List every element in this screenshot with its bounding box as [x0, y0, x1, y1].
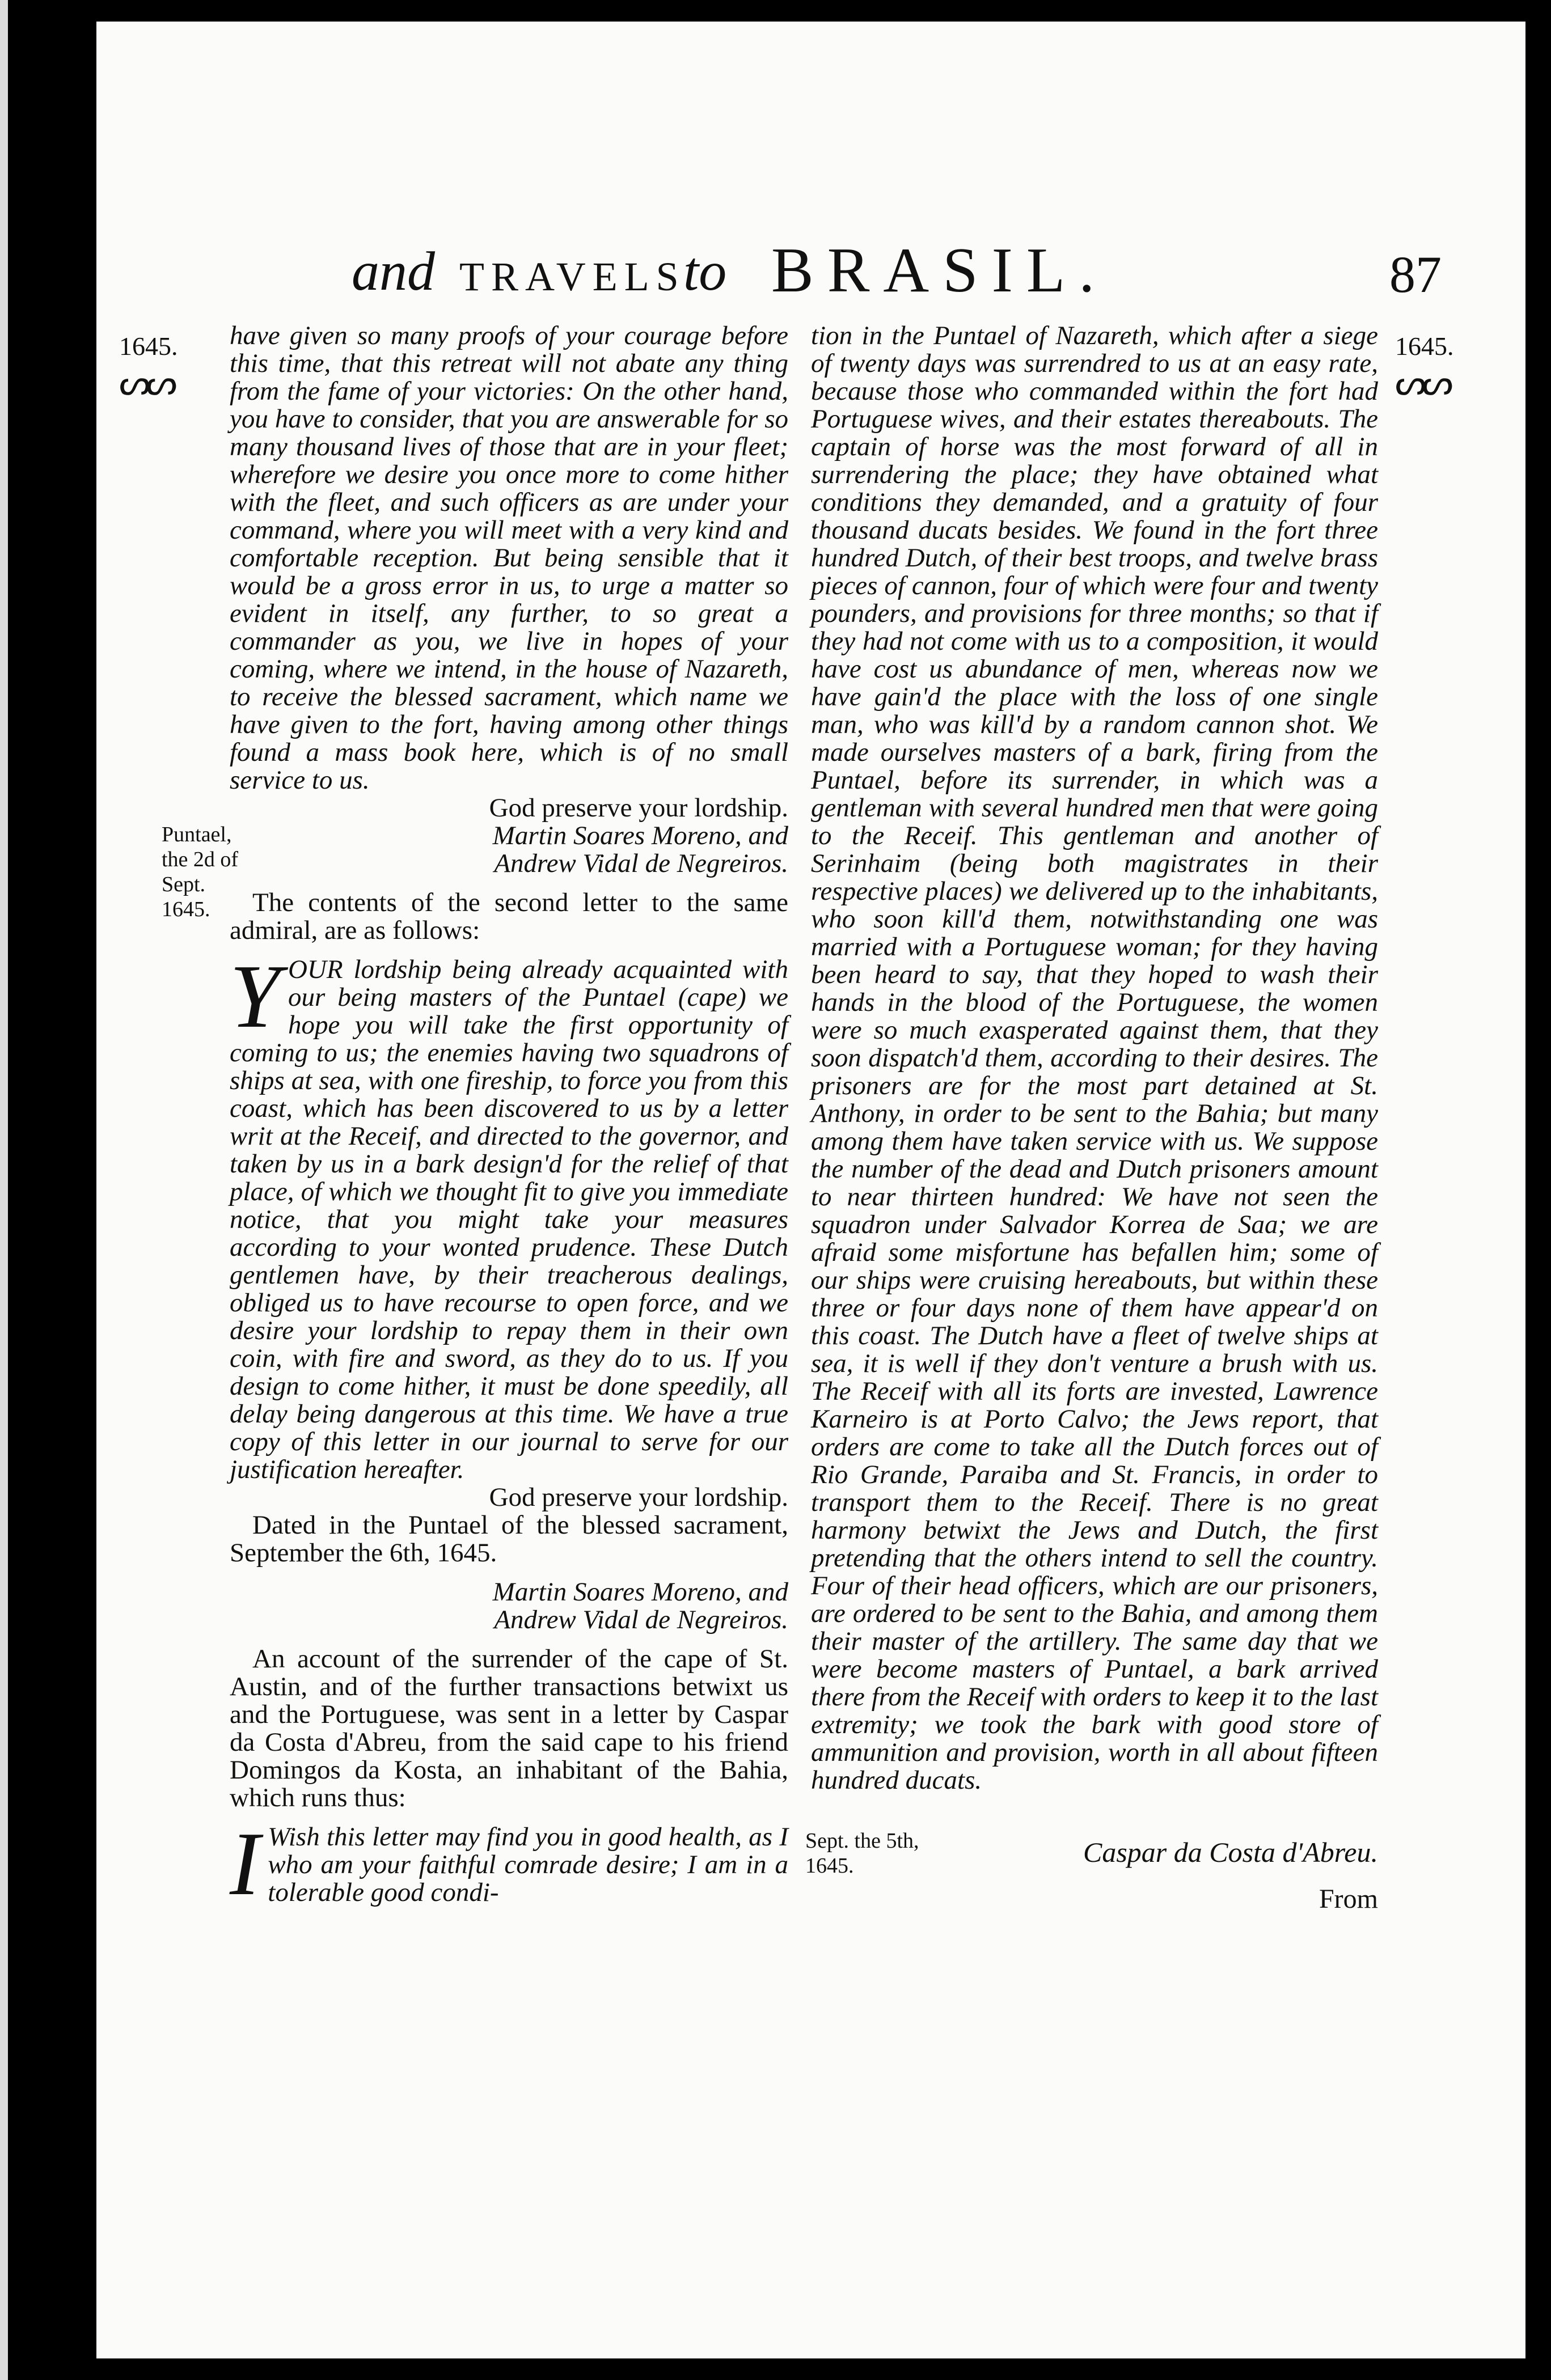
header-brasil: BRASIL. [771, 235, 1109, 306]
running-header [96, 228, 1525, 308]
letter2-dropcap: Y [230, 946, 280, 1047]
right-column [805, 321, 1378, 1914]
letter2-close: God preserve your lordship. [489, 1483, 788, 1512]
letter1-signer1: Martin Soares Moreno, and [492, 821, 788, 850]
letter3-continuation: tion in the Puntael of Nazareth, which after a siege of twenty days was surrendred to us at an easy rate, because those who commanded within the fort had Portuguese wives, and their estates thereabouts. The captain of horse was the most forward of all in surrendering the place; they have obtained what conditions they demanded, and a gratuity of four thousand ducats besides. We found in the fort three hundred Dutch, of their best troops, and twelve brass pieces of cannon, four of which were four and twenty pounders, and provisions for three months; so that if they had not come with us to a composition, it would have cost us abundance of men, whereas now we have gain'd the place with the loss of one single man, who was kill'd by a random cannon shot. We made ourselves masters of a bark, firing from the Puntael, before its surrender, in which was a gentleman with several hundred men that were going to the Receif. This gentleman and another of Serinhaim (being both magistrates in their respective places) we delivered up to the inhabitants, who soon kill'd them, notwithstanding one was married with a Portuguese woman; for they having been heard to say, that they hoped to wash their hands in the blood of the Portuguese, the women were so much exasperated against them, that they soon dispatch'd them, according to their desires. The prisoners are for the most part detained at St. Anthony, in order to be sent to the Bahia; but many among them have taken service with us. We suppose the number of the dead and Dutch prisoners amount to near thirteen hundred: We have not seen the squadron under Salvador Korrea de Saa; we are afraid some misfortune has befallen him; some of our ships were cruising hereabouts, but within these three or four days none of them have appear'd on this coast. The Dutch have a fleet of twelve ships at sea, it is well if they don't venture a brush with us. The Receif with all its forts are invested, Lawrence Karneiro is at Porto Calvo; the Jews report, that orders are come to take all the Dutch forces out of Rio Grande, Paraiba and St. Francis, in order to transport them to the Receif. There is no great harmony betwixt the Jews and Dutch, the first pretending that the others intend to sell the country. Four of their head officers, which are our prisoners, are ordered to be sent to the Bahia, and among them their master of the artillery. The same day that we were become masters of Puntael, a bark arrived there from the Receif with orders to keep it to the last extremity; we took the bark with good store of ammunition and provision, worth in all about fifteen hundred ducats. [811, 321, 1378, 1795]
letter2-signer1: Martin Soares Moreno, and [492, 1577, 788, 1607]
header-and: and [352, 241, 435, 302]
swash-ornament-left: ᔕᔕ [119, 364, 173, 403]
catchword: From [1318, 1884, 1378, 1914]
letter2-signer2: Andrew Vidal de Negreiros. [494, 1605, 788, 1634]
letter1-close: God preserve your lordship. [489, 793, 788, 823]
letter3-dropcap: I [230, 1813, 260, 1914]
margin-year-left: 1645. [119, 332, 178, 361]
letter3-signer: Caspar da Costa d'Abreu. [1083, 1836, 1378, 1868]
letter3-date: Sept. the 5th, 1645. [805, 1829, 919, 1878]
intro-letter2: The contents of the second letter to the same admiral, are as follows: [230, 888, 788, 945]
swash-ornament-right: ᔕᔕ [1395, 364, 1449, 403]
letter3-signature-block [805, 1828, 1378, 1914]
letter1-signer2: Andrew Vidal de Negreiros. [494, 849, 788, 878]
header-travels: TRAVELS [459, 254, 686, 299]
letter3-start-text: Wish this letter may find you in good health, as I who am your faithful comrade desire; I am in a tolerable good condi- [268, 1822, 788, 1907]
letter1-date: Puntael, the 2d of Sept. 1645. [162, 823, 239, 921]
letter2-body [230, 946, 788, 1484]
margin-year-right: 1645. [1395, 332, 1454, 361]
letter3-start [230, 1813, 788, 1914]
header-to: to [683, 241, 727, 302]
left-column [162, 321, 788, 1914]
letter2-dated: Dated in the Puntael of the blessed sacrament, September the 6th, 1645. [230, 1510, 788, 1568]
letter2-text: OUR lordship being already acquainted with our being masters of the Puntael (cape) we hope you will take the first opportunity of coming to us; the enemies having two squadrons of ships at sea, with one fireship, to force you from this coast, which has been discovered to us by a letter writ at the Receif, and directed to the governor, and taken by us in a bark design'd for the relief of that place, of which we thought fit to give you immediate notice, that you might take your measures according to your wonted prudence. These Dutch gentlemen have, by their treacherous dealings, obliged us to have recourse to open force, and we desire your lordship to repay them in their own coin, with fire and sword, as they do to us. If you design to come hither, it must be done speedily, all delay being dangerous at this time. We have a true copy of this letter in our journal to serve for our justification hereafter. [230, 955, 788, 1484]
book-page [96, 22, 1525, 2358]
account-intro: An account of the surrender of the cape of St. Austin, and of the further transactions betwixt us and the Portuguese, was sent in a letter by Caspar da Costa d'Abreu, from the said cape to his friend Domingos da Kosta, an inhabitant of the Bahia, which runs thus: [230, 1644, 788, 1812]
letter1-body: have given so many proofs of your courage before this time, that this retreat will not abate any thing from the fame of your victories: On the other hand, you have to consider, that you are answerable for so many thousand lives of those that are in your fleet; wherefore we desire you once more to come hither with the fleet, and such officers as are under your command, where you will meet with a very kind and comfortable reception. But being sensible that it would be a gross error in us, to urge a matter so evident in itself, any further, to so great a commander as you, we live in hopes of your coming, where we intend, in the house of Nazareth, to receive the blessed sacrament, which name we have given to the fort, having among other things found a mass book here, which is of no small service to us. [230, 321, 788, 795]
page-number: 87 [1389, 245, 1442, 303]
scan-left-edge [0, 0, 8, 2380]
letter1-signatories [493, 822, 788, 878]
